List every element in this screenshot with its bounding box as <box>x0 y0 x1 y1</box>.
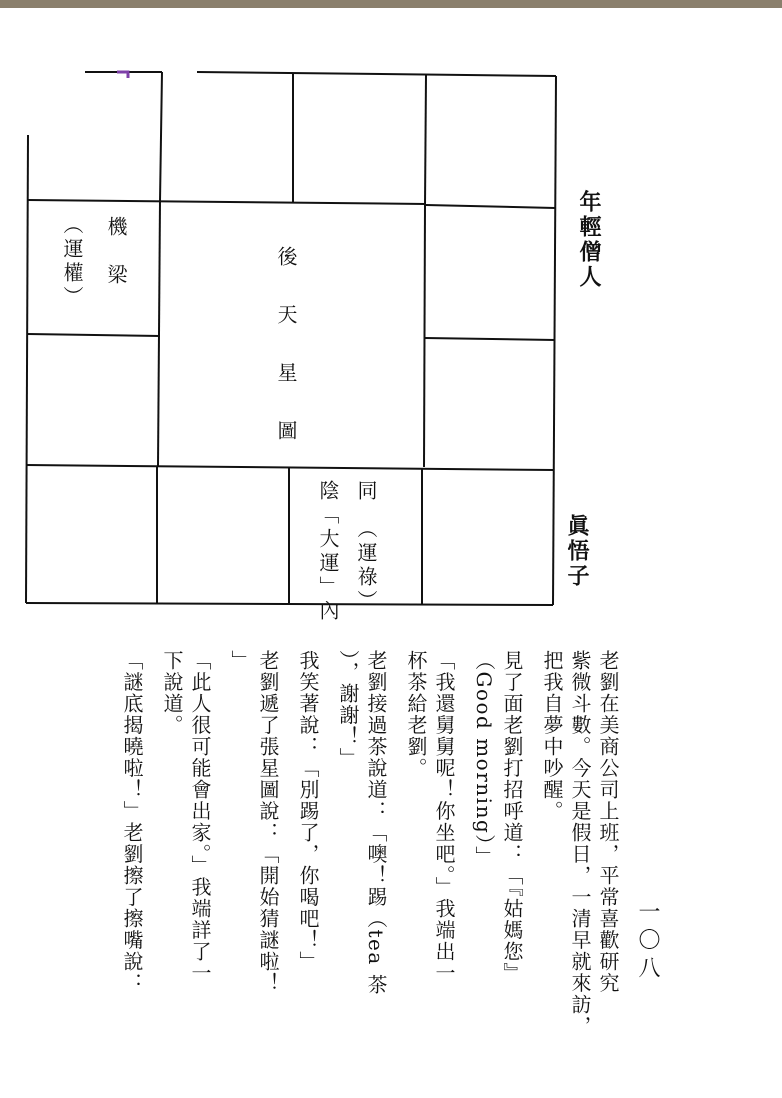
body-paragraph: 「此人很可能會出家。」我端詳了一 下說道。 <box>160 650 212 984</box>
body-paragraph: 「謎底揭曉啦！」老劉擦了擦嘴說： <box>120 650 144 994</box>
body-paragraph: 老劉在美商公司上班，平常喜歡研究 紫微斗數。今天是假日，一清早就來訪， 把我自夢中吵醒。 <box>540 650 620 1037</box>
center-title: 後天星圖 <box>274 246 298 478</box>
bottom-palace-line2: 陰「大運」內 <box>316 480 340 624</box>
body-paragraph: 老劉遞了張星圖說：「開始猜謎啦！ 」 <box>228 650 280 994</box>
page-number: 一〇八 <box>635 900 660 984</box>
bottom-palace-line1: 同 （運祿） <box>354 480 378 614</box>
body-text <box>62 650 622 1070</box>
body-paragraph: 我笑著說：「別踢了，你喝吧！」 <box>296 650 320 973</box>
body-paragraph: 見了面老劉打招呼道：「『姑媽您』 （Good morning）」 <box>472 650 524 984</box>
top-right-label: 年輕僧人 <box>576 190 602 290</box>
body-paragraph: 「我還舅舅呢！你坐吧。」我端出一 杯茶給老劉。 <box>404 650 456 984</box>
body-paragraph: 老劉接過茶說道：「噢！踢（tea 茶 ），謝謝！」 <box>336 650 388 996</box>
bottom-right-label: 眞悟子 <box>564 514 590 589</box>
left-palace-line2: （運權） <box>60 214 84 310</box>
pen-mark <box>117 72 128 78</box>
left-palace-line1: 機 梁 <box>104 216 128 288</box>
